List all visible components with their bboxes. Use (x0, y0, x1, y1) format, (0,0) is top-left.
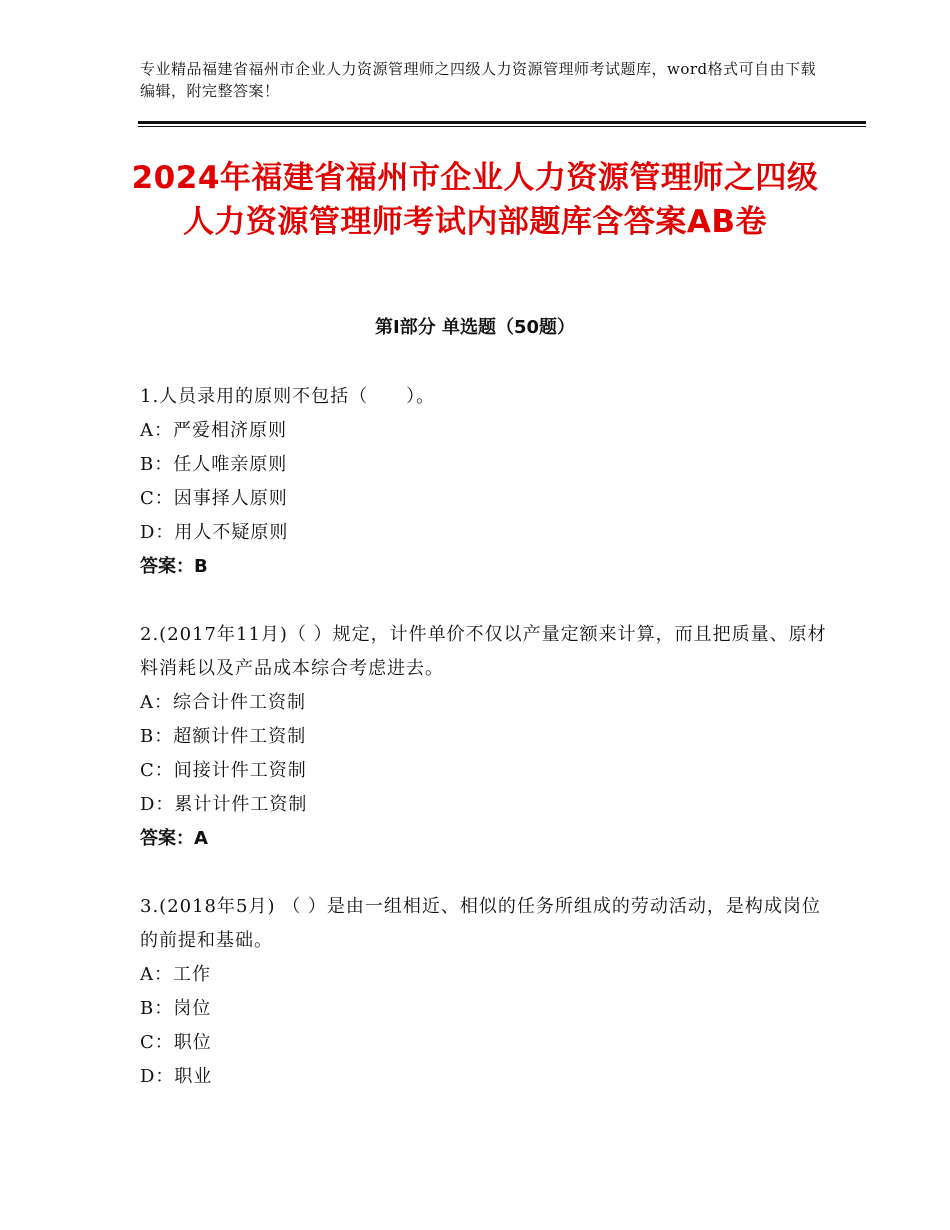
answer: 答案：A (140, 828, 208, 849)
question-2 (140, 618, 830, 856)
question-list (140, 380, 830, 1128)
header-rule-thin (138, 126, 866, 127)
option-b: B：岗位 (140, 998, 212, 1019)
question-3 (140, 890, 830, 1094)
option-a: A：综合计件工资制 (140, 692, 306, 713)
option-d: D：累计计件工资制 (140, 794, 308, 815)
header-rule-thick (138, 121, 866, 124)
option-c: C：因事择人原则 (140, 488, 288, 509)
question-stem: 3.(2018年5月) （ ）是由一组相近、相似的任务所组成的劳动活动，是构成岗位的前提和基础。 (140, 896, 821, 951)
question-1 (140, 380, 830, 584)
option-d: D：用人不疑原则 (140, 522, 289, 543)
option-a: A：工作 (140, 964, 211, 985)
answer: 答案：B (140, 556, 208, 577)
document-title: 2024年福建省福州市企业人力资源管理师之四级人力资源管理师考试内部题库含答案AB卷 (131, 160, 819, 240)
question-stem: 2.(2017年11月)（ ）规定，计件单价不仅以产量定额来计算，而且把质量、原材料消耗以及产品成本综合考虑进去。 (140, 624, 827, 679)
option-d: D：职业 (140, 1066, 213, 1087)
question-stem: 1.人员录用的原则不包括（ ）。 (140, 386, 436, 407)
header-note: 专业精品福建省福州市企业人力资源管理师之四级人力资源管理师考试题库，word格式可自由下载编辑，附完整答案！ (140, 60, 817, 100)
option-b: B：超额计件工资制 (140, 726, 307, 747)
option-a: A：严爱相济原则 (140, 420, 287, 441)
option-c: C：间接计件工资制 (140, 760, 307, 781)
option-c: C：职位 (140, 1032, 212, 1053)
section-title: 第Ⅰ部分 单选题（50题） (374, 317, 575, 338)
option-b: B：任人唯亲原则 (140, 454, 288, 475)
